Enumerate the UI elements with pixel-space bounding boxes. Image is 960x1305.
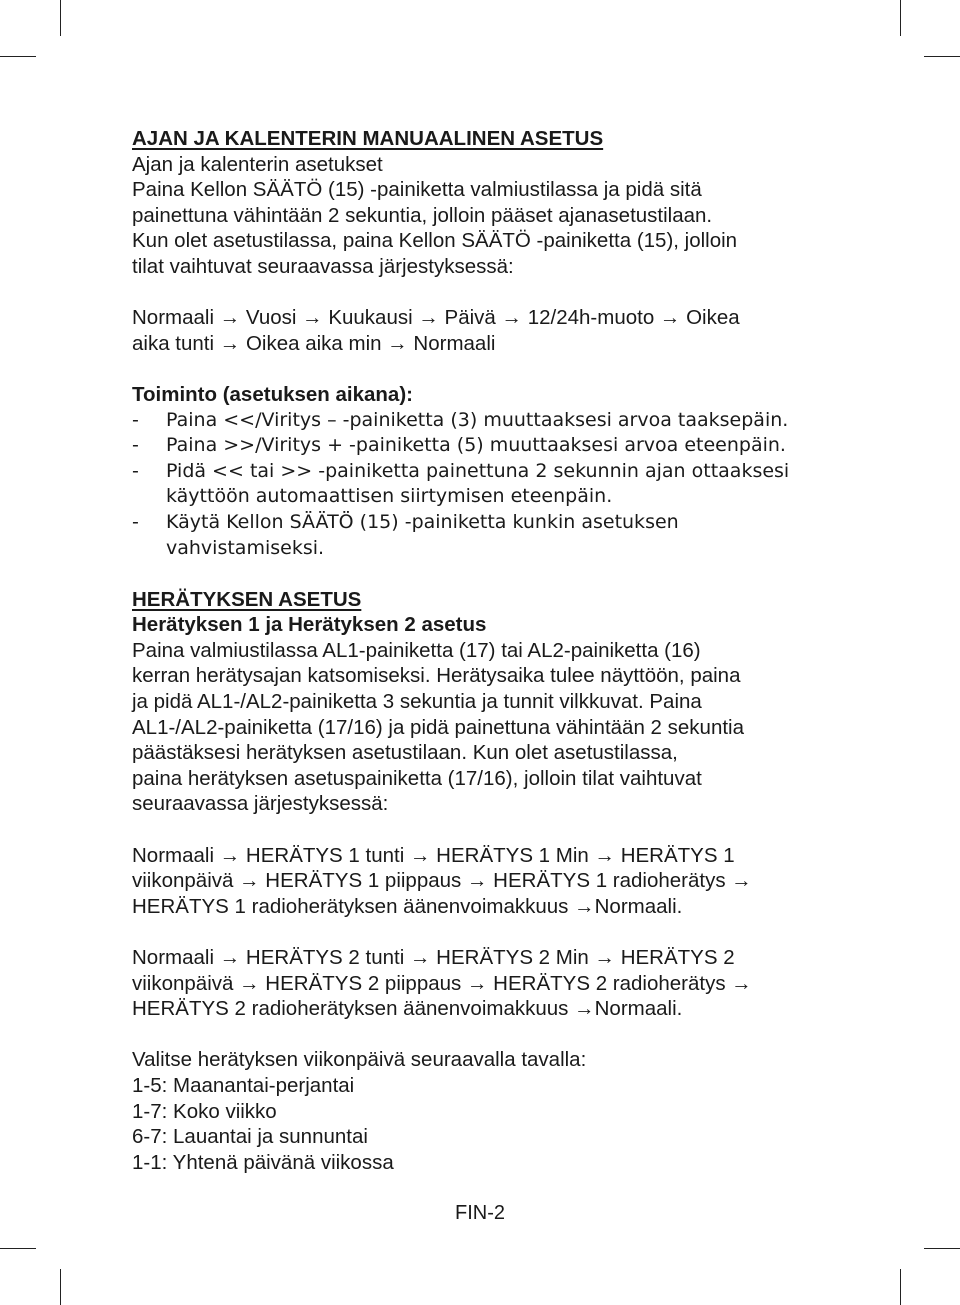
text-line: Normaali → HERÄTYS 1 tunti → HERÄTYS 1 Min → HERÄTYS 1 (132, 843, 735, 867)
time-setting-sequence (132, 305, 832, 356)
crop-mark (0, 56, 36, 57)
list-item-continuation: käyttöön automaattisen siirtymisen eteenpäin. (166, 485, 613, 508)
text-line: Paina valmiustilassa AL1-painiketta (17) tai AL2-painiketta (16) (132, 638, 701, 662)
section-heading-time-calendar: AJAN JA KALENTERIN MANUAALINEN ASETUS (132, 127, 604, 150)
text-line: seuraavassa järjestyksessä: (132, 792, 389, 816)
function-heading: Toiminto (asetuksen aikana): (132, 382, 413, 406)
list-item: - Paina <</Viritys – -painiketta (3) muuttaaksesi arvoa taaksepäin. (132, 408, 789, 431)
alarm1-sequence (132, 843, 832, 920)
text-line: tilat vaihtuvat seuraavassa järjestyksessä: (132, 254, 514, 278)
text-line: viikonpäivä → HERÄTYS 1 piippaus → HERÄTYS 1 radioherätys → (132, 869, 752, 893)
crop-mark (924, 1248, 960, 1249)
text-line: Ajan ja kalenterin asetukset (132, 152, 383, 176)
text-line: 6-7: Lauantai ja sunnuntai (132, 1125, 368, 1149)
list-item: - Pidä << tai >> -painiketta painettuna 2 sekunnin ajan ottaaksesi (132, 459, 790, 482)
section-heading-alarm: HERÄTYKSEN ASETUS (132, 587, 362, 611)
text-line: painettuna vähintään 2 sekuntia, jolloin pääset ajanasetustilaan. (132, 203, 713, 227)
crop-mark (900, 0, 901, 36)
text-line: aika tunti → Oikea aika min → Normaali (132, 331, 496, 355)
text-line: viikonpäivä → HERÄTYS 2 piippaus → HERÄTYS 2 radioherätys → (132, 971, 752, 995)
text-line: Kun olet asetustilassa, paina Kellon SÄÄTÖ -painiketta (15), jolloin (132, 229, 738, 253)
page-content (132, 126, 832, 1175)
text-line: Normaali → HERÄTYS 2 tunti → HERÄTYS 2 Min → HERÄTYS 2 (132, 946, 735, 969)
text-line: paina herätyksen asetuspainiketta (17/16), jolloin tilat vaihtuvat (132, 766, 702, 790)
list-item: - Käytä Kellon SÄÄTÖ (15) -painiketta kunkin asetuksen (132, 510, 679, 533)
weekday-options (132, 1047, 832, 1175)
crop-mark (60, 1269, 61, 1305)
text-line: Paina Kellon SÄÄTÖ (15) -painiketta valmiustilassa ja pidä sitä (132, 178, 702, 202)
alarm-subheading: Herätyksen 1 ja Herätyksen 2 asetus (132, 613, 487, 637)
text-line: kerran herätysajan katsomiseksi. Herätysaika tulee näyttöön, paina (132, 664, 741, 688)
text-line: AL1-/AL2-painiketta (17/16) ja pidä painettuna vähintään 2 sekuntia (132, 715, 745, 739)
text-line: päästäksesi herätyksen asetustilaan. Kun olet asetustilassa, (132, 741, 678, 765)
section1-intro (132, 152, 832, 280)
alarm-intro (132, 638, 832, 817)
text-line: ja pidä AL1-/AL2-painiketta 3 sekuntia ja tunnit vilkkuvat. Paina (132, 690, 702, 714)
function-list (132, 408, 832, 562)
text-line: Normaali → Vuosi → Kuukausi → Päivä → 12/24h-muoto → Oikea (132, 306, 740, 330)
crop-mark (900, 1269, 901, 1305)
text-line: Valitse herätyksen viikonpäivä seuraavalla tavalla: (132, 1048, 587, 1072)
text-line: 1-1: Yhtenä päivänä viikossa (132, 1150, 394, 1174)
text-line: 1-5: Maanantai-perjantai (132, 1073, 355, 1097)
text-line: HERÄTYS 2 radioherätyksen äänenvoimakkuus →Normaali. (132, 997, 683, 1021)
alarm2-sequence (132, 945, 832, 1022)
page-number: FIN-2 (455, 1202, 505, 1224)
text-line: HERÄTYS 1 radioherätyksen äänenvoimakkuus →Normaali. (132, 894, 683, 918)
crop-mark (924, 56, 960, 57)
list-item-continuation: vahvistamiseksi. (166, 536, 325, 559)
list-item: - Paina >>/Viritys + -painiketta (5) muuttaaksesi arvoa eteenpäin. (132, 434, 786, 457)
crop-mark (60, 0, 61, 36)
crop-mark (0, 1248, 36, 1249)
text-line: 1-7: Koko viikko (132, 1099, 277, 1123)
